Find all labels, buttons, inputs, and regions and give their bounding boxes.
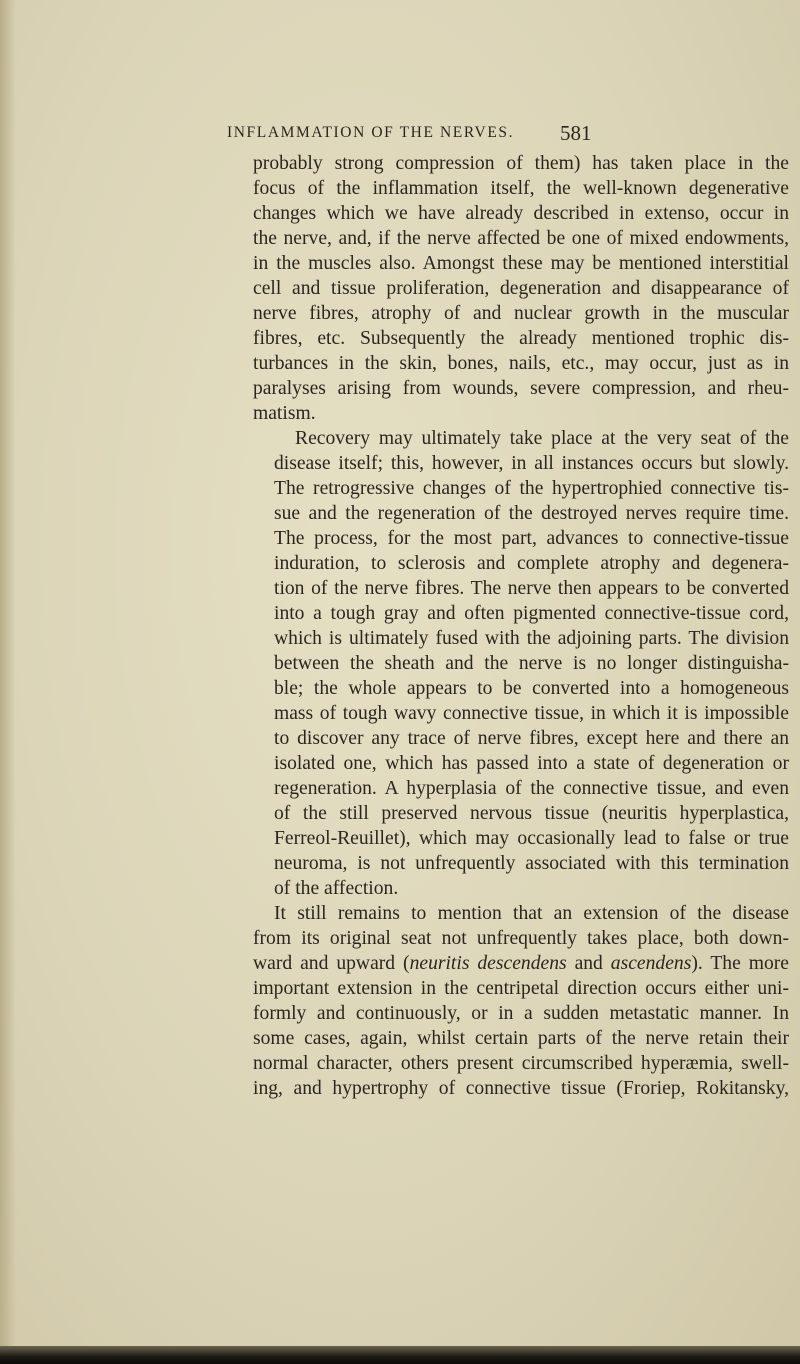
paragraph bbox=[253, 426, 789, 901]
text-line: changes which we have already described in extenso, occur in bbox=[253, 203, 789, 224]
text-line: focus of the inflammation itself, the well-known degenerative bbox=[253, 178, 789, 199]
text-line: ble; the whole appears to be converted into a homogeneous bbox=[274, 678, 789, 699]
text-line: into a tough gray and often pigmented connective-tissue cord, bbox=[274, 603, 789, 624]
text-line: Recovery may ultimately take place at the very seat of the bbox=[295, 428, 789, 449]
text-line: nerve fibres, atrophy of and nuclear growth in the muscular bbox=[253, 303, 789, 324]
italic-term: neuritis descendens bbox=[409, 953, 567, 974]
page-header bbox=[0, 118, 800, 148]
text-line: tion of the nerve fibres. The nerve then appears to be converted bbox=[274, 578, 789, 599]
text-line: mass of tough wavy connective tissue, in which it is impossible bbox=[274, 703, 789, 724]
text-line: The process, for the most part, advances to connective-tissue bbox=[274, 528, 789, 549]
text-line: ing, and hypertrophy of connective tissue (Froriep, Rokitansky, bbox=[253, 1078, 789, 1099]
running-title: INFLAMMATION OF THE NERVES. bbox=[227, 124, 515, 141]
text-line: normal character, others present circumscribed hyperæmia, swell- bbox=[253, 1053, 789, 1074]
text-line: to discover any trace of nerve fibres, except here and there an bbox=[274, 728, 789, 749]
text-line: It still remains to mention that an extension of the disease bbox=[274, 903, 789, 924]
text-line: neuroma, is not unfrequently associated with this termination bbox=[274, 853, 789, 874]
text-line: of the affection. bbox=[274, 878, 399, 899]
text-line: of the still preserved nervous tissue (neuritis hyperplastica, bbox=[274, 803, 789, 824]
text-line-italic-terms bbox=[253, 951, 789, 976]
text-line: the nerve, and, if the nerve affected be one of mixed endowments, bbox=[253, 228, 789, 249]
text-line: between the sheath and the nerve is no longer distinguisha- bbox=[274, 653, 789, 674]
text-fragment: and bbox=[566, 953, 611, 974]
text-line: from its original seat not unfrequently takes place, both down- bbox=[253, 928, 789, 949]
text-line: cell and tissue proliferation, degeneration and disappearance of bbox=[253, 278, 789, 299]
text-line: important extension in the centripetal direction occurs either uni- bbox=[253, 978, 789, 999]
page-bottom-edge bbox=[0, 1346, 800, 1364]
text-fragment: ward and upward ( bbox=[253, 953, 410, 974]
page-shadow bbox=[0, 0, 16, 1364]
text-line: disease itself; this, however, in all instances occurs but slowly. bbox=[274, 453, 789, 474]
text-line: Ferreol-Reuillet), which may occasionally lead to false or true bbox=[274, 828, 789, 849]
text-line: matism. bbox=[253, 403, 316, 424]
text-line: turbances in the skin, bones, nails, etc., may occur, just as in bbox=[253, 353, 789, 374]
text-line: fibres, etc. Subsequently the already mentioned trophic dis- bbox=[253, 328, 789, 349]
paragraph bbox=[253, 901, 789, 1101]
text-line: paralyses arising from wounds, severe compression, and rheu- bbox=[253, 378, 789, 399]
text-line: isolated one, which has passed into a state of degeneration or bbox=[274, 753, 789, 774]
body-text bbox=[253, 151, 789, 1101]
text-line: sue and the regeneration of the destroyed nerves require time. bbox=[274, 503, 789, 524]
text-line: regeneration. A hyperplasia of the connective tissue, and even bbox=[274, 778, 789, 799]
text-line: which is ultimately fused with the adjoining parts. The division bbox=[274, 628, 789, 649]
text-line: some cases, again, whilst certain parts of the nerve retain their bbox=[253, 1028, 789, 1049]
text-line: induration, to sclerosis and complete atrophy and degenera- bbox=[274, 553, 789, 574]
text-fragment: ). The more bbox=[691, 953, 789, 974]
italic-term: ascendens bbox=[610, 953, 692, 974]
text-line: probably strong compression of them) has taken place in the bbox=[253, 153, 789, 174]
paragraph bbox=[253, 151, 789, 426]
text-line: formly and continuously, or in a sudden metastatic manner. In bbox=[253, 1003, 789, 1024]
page-number: 581 bbox=[560, 121, 592, 145]
text-line: in the muscles also. Amongst these may be mentioned interstitial bbox=[253, 253, 789, 274]
text-line: The retrogressive changes of the hypertrophied connective tis- bbox=[274, 478, 789, 499]
